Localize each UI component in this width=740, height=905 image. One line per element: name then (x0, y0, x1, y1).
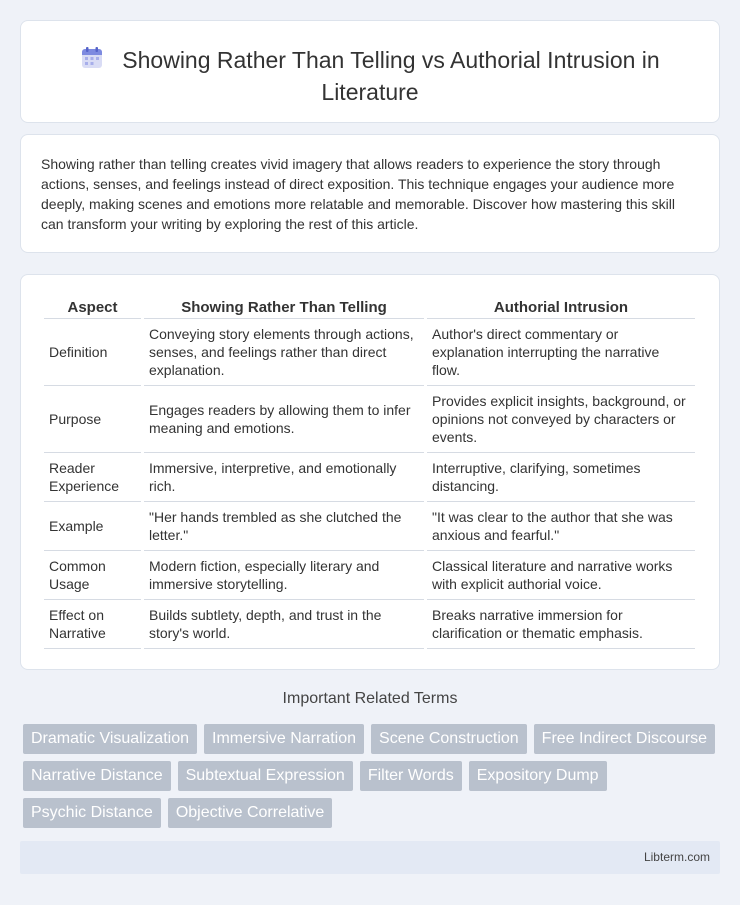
intro-paragraph: Showing rather than telling creates vivid imagery that allows readers to experience the story through actions, senses, and feelings instead of direct exposition. This technique engages your audience more deeply, making scenes and emotions more relatable and memorable. Discover how mastering this skill can transform your writing by exploring the rest of this article. (41, 156, 675, 232)
showing-cell: Engages readers by allowing them to infer meaning and emotions. (144, 386, 424, 453)
related-term-tag[interactable]: Filter Words (360, 761, 462, 791)
aspect-cell: Effect on Narrative (44, 600, 141, 649)
intrusion-cell: Classical literature and narrative works with explicit authorial voice. (427, 551, 695, 600)
table-row (44, 551, 695, 600)
showing-cell: Modern fiction, especially literary and immersive storytelling. (144, 551, 424, 600)
page-title: Showing Rather Than Telling vs Authorial Intrusion in Literature (122, 47, 660, 105)
aspect-cell: Common Usage (44, 551, 141, 600)
tag-row (23, 761, 723, 791)
intrusion-cell: Breaks narrative immersion for clarification or thematic emphasis. (427, 600, 695, 649)
column-header-intrusion: Authorial Intrusion (427, 295, 695, 319)
related-term-tag[interactable]: Immersive Narration (204, 724, 364, 754)
column-header-showing: Showing Rather Than Telling (144, 295, 424, 319)
intrusion-cell: Interruptive, clarifying, sometimes distancing. (427, 453, 695, 502)
table-row (44, 502, 695, 551)
table-row (44, 386, 695, 453)
table-row (44, 453, 695, 502)
related-term-tag[interactable]: Scene Construction (371, 724, 527, 754)
showing-cell: Conveying story elements through actions, senses, and feelings rather than direct explanation. (144, 319, 424, 386)
aspect-cell: Example (44, 502, 141, 551)
related-term-tag[interactable]: Objective Correlative (168, 798, 333, 828)
intrusion-cell: "It was clear to the author that she was anxious and fearful." (427, 502, 695, 551)
calendar-icon (80, 46, 104, 77)
showing-cell: Immersive, interpretive, and emotionally rich. (144, 453, 424, 502)
footer-bar (20, 841, 720, 874)
related-term-tag[interactable]: Expository Dump (469, 761, 607, 791)
comparison-card (20, 274, 720, 670)
footer-site-link[interactable]: Libterm.com (643, 850, 710, 864)
related-term-tag[interactable]: Subtextual Expression (178, 761, 353, 791)
aspect-cell: Reader Experience (44, 453, 141, 502)
related-term-tag[interactable]: Free Indirect Discourse (534, 724, 715, 754)
comparison-table (41, 295, 698, 649)
tag-row (23, 724, 723, 754)
tag-row (23, 798, 723, 828)
showing-cell: "Her hands trembled as she clutched the letter." (144, 502, 424, 551)
column-header-aspect: Aspect (44, 295, 141, 319)
page-title-wrap (61, 45, 679, 107)
related-term-tag[interactable]: Psychic Distance (23, 798, 161, 828)
related-term-tag[interactable]: Narrative Distance (23, 761, 171, 791)
intrusion-cell: Author's direct commentary or explanation interrupting the narrative flow. (427, 319, 695, 386)
related-terms-list (23, 724, 723, 835)
aspect-cell: Definition (44, 319, 141, 386)
showing-cell: Builds subtlety, depth, and trust in the story's world. (144, 600, 424, 649)
table-row (44, 319, 695, 386)
intrusion-cell: Provides explicit insights, background, or opinions not conveyed by characters or events. (427, 386, 695, 453)
title-card (20, 20, 720, 123)
related-terms-heading: Important Related Terms (282, 690, 458, 707)
table-row (44, 600, 695, 649)
related-term-tag[interactable]: Dramatic Visualization (23, 724, 197, 754)
table-header-row (44, 295, 695, 319)
intro-card (20, 134, 720, 253)
aspect-cell: Purpose (44, 386, 141, 453)
